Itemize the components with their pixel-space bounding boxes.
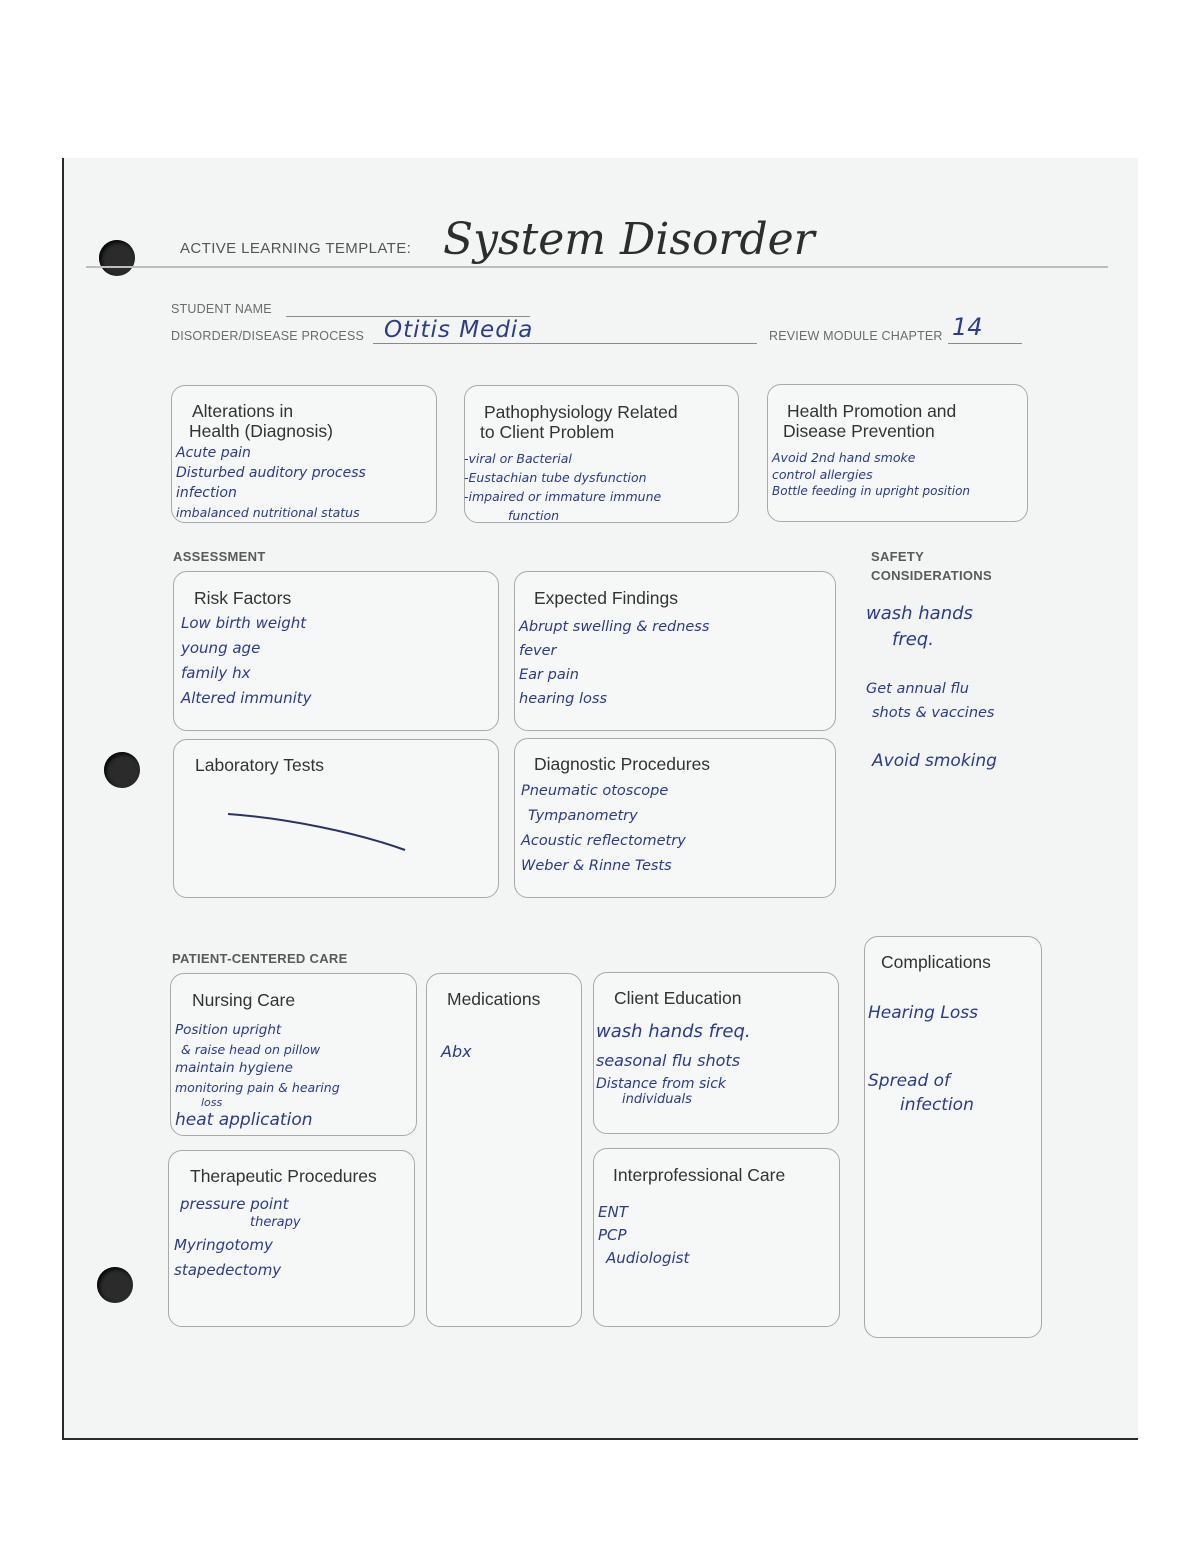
note-line: pressure point xyxy=(180,1195,289,1213)
risk-factors-notes xyxy=(181,611,312,711)
note-line: stapedectomy xyxy=(174,1261,282,1279)
client-education-title: Client Education xyxy=(614,988,742,1008)
diagnostic-procedures-notes xyxy=(521,779,686,879)
safety-note-line: freq. xyxy=(892,629,934,650)
template-title: System Disorder xyxy=(443,214,815,265)
note-line: Disturbed auditory process xyxy=(176,465,366,481)
note-line: control allergies xyxy=(772,467,873,482)
complications-title: Complications xyxy=(881,952,991,972)
note-line: Distance from sick xyxy=(596,1076,726,1092)
note-line: Bottle feeding in upright position xyxy=(772,484,971,498)
header-divider xyxy=(86,266,1108,268)
note-line: Audiologist xyxy=(606,1249,690,1267)
therapeutic-procedures-notes xyxy=(174,1194,301,1281)
safety-note-line: shots & vaccines xyxy=(872,705,995,721)
risk-factors-title: Risk Factors xyxy=(194,588,292,608)
note-line: Position upright xyxy=(175,1022,282,1038)
note-line: young age xyxy=(181,639,261,657)
chapter-label: REVIEW MODULE CHAPTER xyxy=(769,329,943,343)
laboratory-tests-title: Laboratory Tests xyxy=(195,755,325,775)
safety-considerations-label xyxy=(871,548,992,586)
health-promotion-notes xyxy=(772,449,970,500)
nursing-care-title: Nursing Care xyxy=(192,990,296,1010)
note-line: infection xyxy=(176,485,237,501)
note-line: Avoid 2nd hand smoke xyxy=(772,450,916,465)
note-line: loss xyxy=(201,1096,223,1109)
pathophysiology-title-line1: Pathophysiology Related xyxy=(484,402,678,422)
note-line: -Eustachian tube dysfunction xyxy=(464,470,647,485)
note-line: fever xyxy=(519,643,557,659)
note-line: heat application xyxy=(175,1110,313,1130)
patient-centered-section-label: PATIENT-CENTERED CARE xyxy=(172,951,348,966)
note-line: monitoring pain & hearing xyxy=(175,1080,340,1095)
disorder-value[interactable]: Otitis Media xyxy=(384,317,534,343)
pathophysiology-notes xyxy=(464,449,661,525)
note-line: seasonal flu shots xyxy=(596,1051,741,1070)
interprofessional-care-notes xyxy=(598,1199,689,1271)
safety-note-3 xyxy=(872,752,997,771)
disorder-label: DISORDER/DISEASE PROCESS xyxy=(171,329,365,343)
safety-label-line2: CONSIDERATIONS xyxy=(871,567,992,583)
note-line: Abrupt swelling & redness xyxy=(519,619,710,635)
safety-label-line1: SAFETY xyxy=(871,549,925,564)
alterations-title xyxy=(189,401,333,442)
nursing-care-notes xyxy=(175,1021,340,1132)
note-line: maintain hygiene xyxy=(175,1060,293,1076)
medications-box xyxy=(426,973,582,1327)
note-line: infection xyxy=(900,1095,974,1115)
student-name-label: STUDENT NAME xyxy=(171,302,272,316)
note-line: wash hands freq. xyxy=(596,1021,751,1042)
note-line: function xyxy=(508,508,560,523)
safety-note-line: Get annual flu xyxy=(866,681,969,697)
alterations-notes xyxy=(176,443,366,523)
safety-note-line: wash hands xyxy=(866,603,973,624)
safety-note-line: Avoid smoking xyxy=(872,751,997,771)
health-promotion-title-line1: Health Promotion and xyxy=(787,401,957,421)
note-line: individuals xyxy=(622,1092,692,1107)
complications-notes xyxy=(868,1001,978,1117)
note-line: Pneumatic otoscope xyxy=(521,783,669,799)
health-promotion-title-line2: Disease Prevention xyxy=(783,421,935,442)
expected-findings-notes xyxy=(519,615,709,711)
binder-hole-bottom xyxy=(97,1267,133,1303)
note-line: Spread of xyxy=(868,1071,951,1091)
medications-notes: Abx xyxy=(441,1042,472,1061)
chapter-line xyxy=(948,343,1022,344)
note-line: Acoustic reflectometry xyxy=(521,833,686,849)
note-line: ENT xyxy=(598,1203,628,1221)
note-line: -viral or Bacterial xyxy=(464,451,572,466)
note-line: imbalanced nutritional status xyxy=(176,505,360,520)
safety-note-1 xyxy=(866,601,973,653)
client-education-notes xyxy=(596,1017,751,1107)
complications-box xyxy=(864,936,1042,1338)
note-line: family hx xyxy=(181,664,251,682)
note-line: hearing loss xyxy=(519,691,607,707)
note-line: Weber & Rinne Tests xyxy=(521,858,672,874)
medications-title: Medications xyxy=(447,989,541,1009)
note-line: Acute pain xyxy=(176,445,251,461)
chapter-value[interactable]: 14 xyxy=(952,313,983,341)
health-promotion-title xyxy=(783,401,957,442)
note-line: Myringotomy xyxy=(174,1236,273,1254)
assessment-section-label: ASSESSMENT xyxy=(173,549,266,564)
pathophysiology-title-line2: to Client Problem xyxy=(480,422,615,443)
binder-hole-top xyxy=(99,240,135,276)
therapeutic-procedures-title: Therapeutic Procedures xyxy=(190,1166,377,1186)
note-line: Altered immunity xyxy=(181,689,312,707)
alterations-title-line1: Alterations in xyxy=(192,401,294,421)
note-line: Hearing Loss xyxy=(868,1003,978,1023)
pathophysiology-title xyxy=(480,402,678,443)
note-line: PCP xyxy=(598,1226,627,1244)
note-line: & raise head on pillow xyxy=(181,1042,321,1057)
binder-hole-middle xyxy=(104,752,140,788)
crossed-out-line xyxy=(225,808,410,856)
note-line: Tympanometry xyxy=(528,808,638,824)
expected-findings-title: Expected Findings xyxy=(534,588,678,608)
alterations-title-line2: Health (Diagnosis) xyxy=(189,421,333,442)
template-label: ACTIVE LEARNING TEMPLATE: xyxy=(180,240,412,257)
note-line: Low birth weight xyxy=(181,614,307,632)
diagnostic-procedures-title: Diagnostic Procedures xyxy=(534,754,711,774)
interprofessional-care-title: Interprofessional Care xyxy=(613,1165,786,1185)
note-line: therapy xyxy=(250,1215,301,1230)
safety-note-2 xyxy=(866,677,995,725)
note-line: -impaired or immature immune xyxy=(464,489,662,504)
note-line: Ear pain xyxy=(519,667,579,683)
